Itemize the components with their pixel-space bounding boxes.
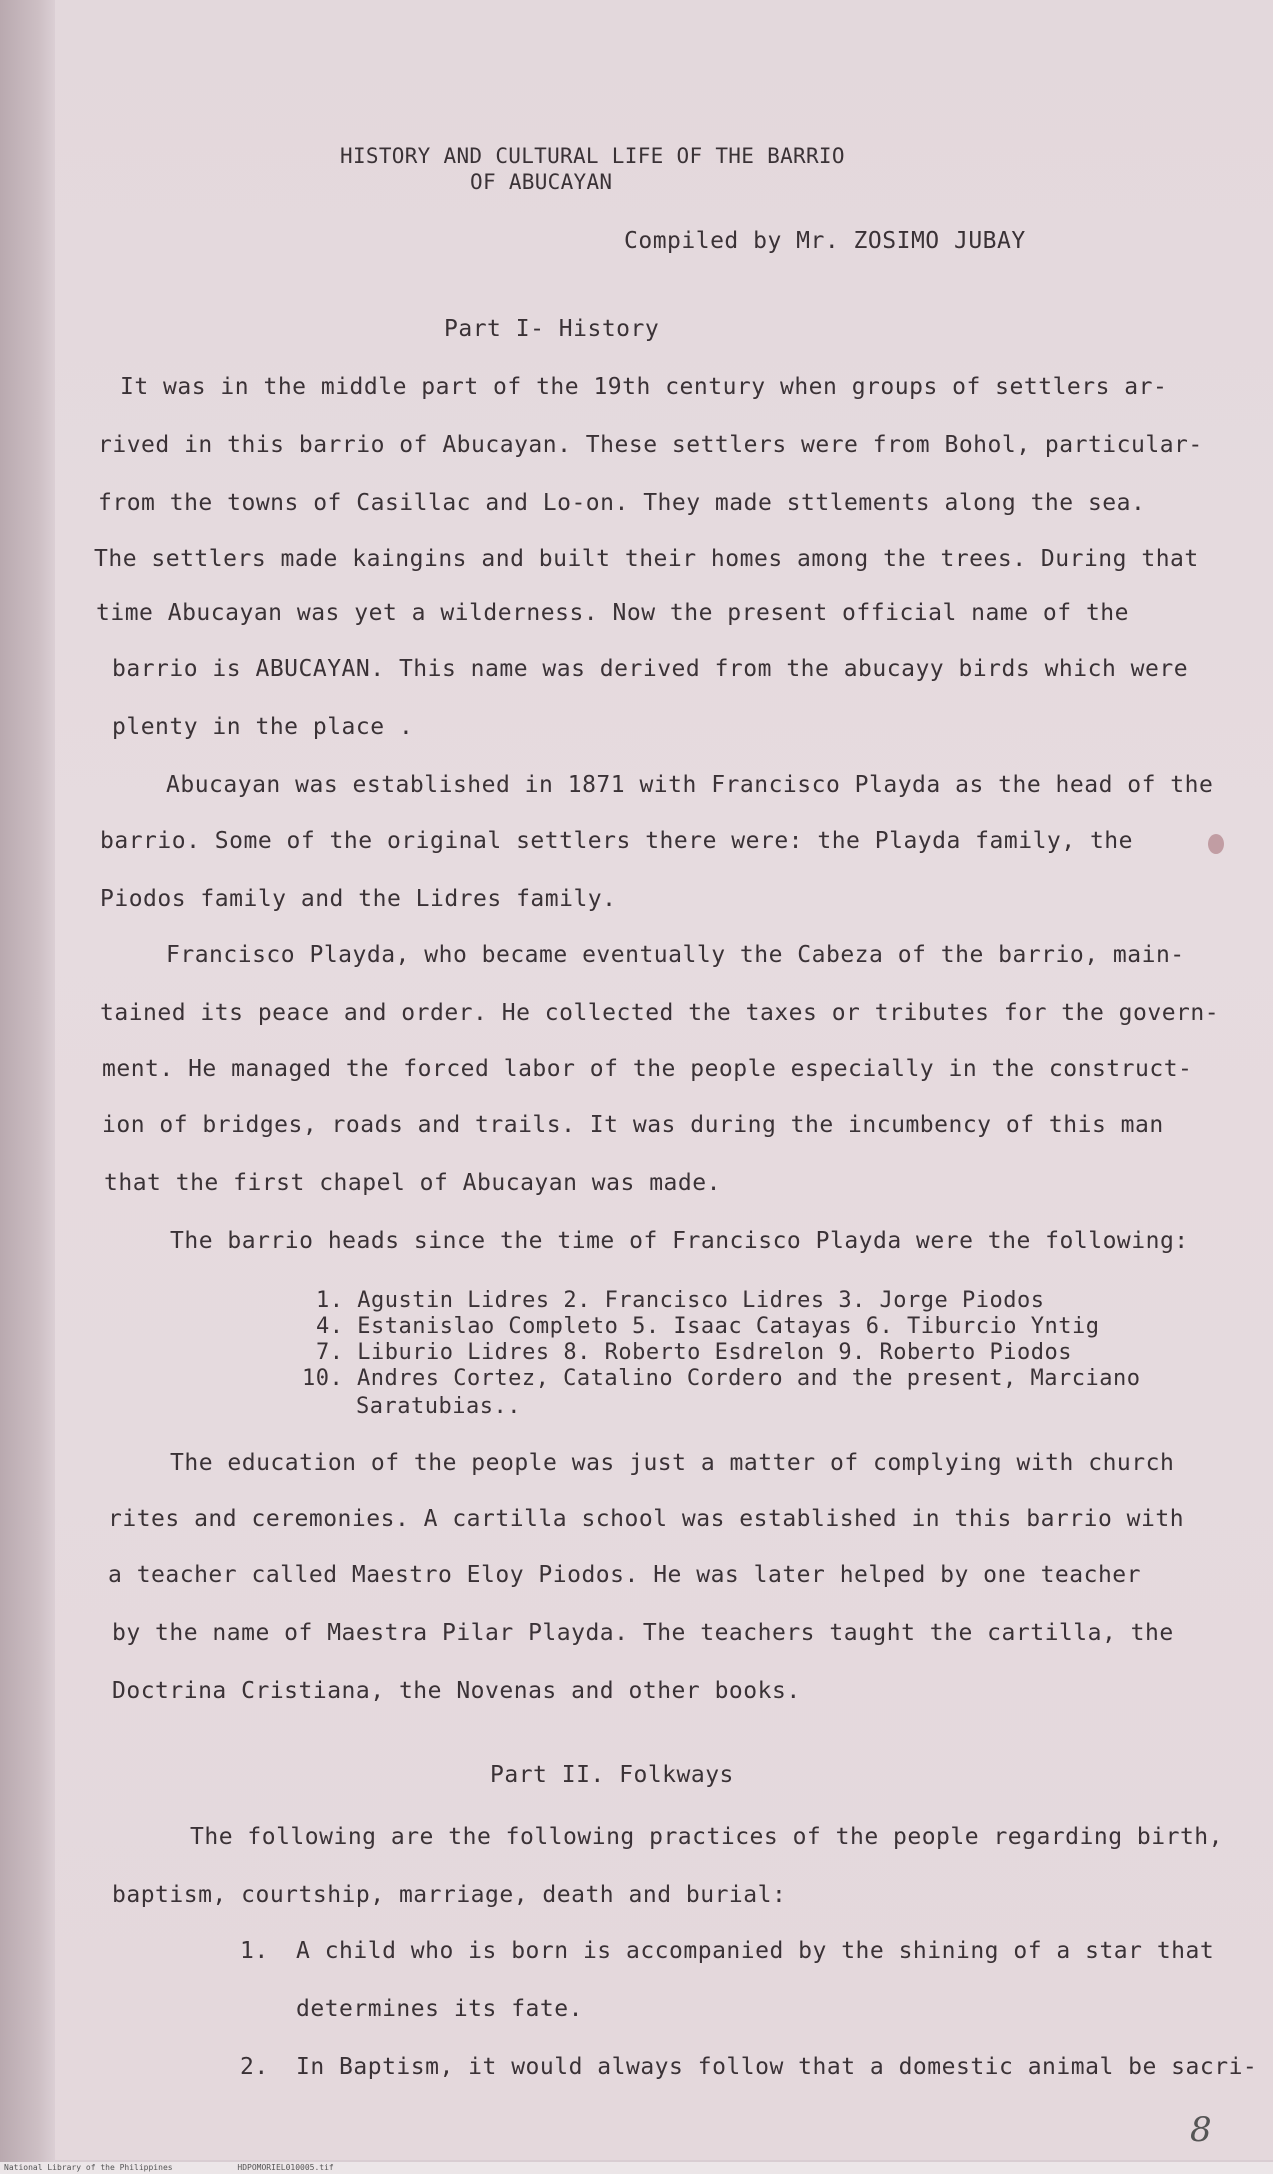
- heads-list-line: 4. Estanislao Completo 5. Isaac Catayas 6. Tiburcio Yntig: [316, 1314, 1100, 1339]
- p5-line: The education of the people was just a matter of complying with church: [170, 1450, 1175, 1476]
- p6-line: baptism, courtship, marriage, death and burial:: [112, 1882, 787, 1908]
- part1-heading: Part I- History: [444, 316, 660, 342]
- scan-left-edge: [0, 0, 55, 2174]
- part2-heading: Part II. Folkways: [490, 1762, 734, 1788]
- p2-line: Abucayan was established in 1871 with Francisco Playda as the head of the: [166, 772, 1214, 798]
- heads-list-line: 7. Liburio Lidres 8. Roberto Esdrelon 9. Roberto Piodos: [316, 1340, 1072, 1365]
- heads-list-line: Saratubias..: [356, 1394, 521, 1419]
- item-line: determines its fate.: [296, 1996, 583, 2022]
- item-line: In Baptism, it would always follow that a domestic animal be sacri-: [296, 2054, 1258, 2080]
- item-line: A child who is born is accompanied by the shining of a star that: [296, 1938, 1215, 1964]
- footer-filename: HDPOMORIEL010005.tif: [237, 2163, 334, 2172]
- p5-line: rites and ceremonies. A cartilla school was established in this barrio with: [108, 1506, 1185, 1532]
- p3-line: Francisco Playda, who became eventually the Cabeza of the barrio, main-: [166, 942, 1185, 968]
- p5-line: by the name of Maestra Pilar Playda. The teachers taught the cartilla, the: [112, 1620, 1174, 1646]
- heads-list-line: 1. Agustin Lidres 2. Francisco Lidres 3. Jorge Piodos: [316, 1288, 1045, 1313]
- p3-line: ion of bridges, roads and trails. It was during the incumbency of this man: [102, 1112, 1164, 1138]
- document-title-line1: HISTORY AND CULTURAL LIFE OF THE BARRIO: [340, 144, 845, 168]
- p3-line: that the first chapel of Abucayan was made.: [104, 1170, 721, 1196]
- item-number: 1.: [240, 1938, 269, 1964]
- footer-institution: National Library of the Philippines: [4, 2163, 173, 2172]
- scan-footer: [0, 2162, 1273, 2174]
- p3-line: tained its peace and order. He collected the taxes or tributes for the govern-: [100, 1000, 1220, 1026]
- heads-list-line: 10. Andres Cortez, Catalino Cordero and the present, Marciano: [302, 1366, 1141, 1391]
- p5-line: a teacher called Maestro Eloy Piodos. He was later helped by one teacher: [108, 1562, 1141, 1588]
- p1-line: barrio is ABUCAYAN. This name was derived from the abucayy birds which were: [112, 656, 1189, 682]
- p3-line: ment. He managed the forced labor of the people especially in the construct-: [102, 1056, 1193, 1082]
- p1-line: It was in the middle part of the 19th century when groups of settlers ar-: [120, 374, 1168, 400]
- p1-line: from the towns of Casillac and Lo-on. They made sttlements along the sea.: [98, 490, 1146, 516]
- p1-line: plenty in the place .: [112, 714, 414, 740]
- p5-line: Doctrina Cristiana, the Novenas and other books.: [112, 1678, 801, 1704]
- item-number: 2.: [240, 2054, 269, 2080]
- p4-line: The barrio heads since the time of Francisco Playda were the following:: [170, 1228, 1189, 1254]
- p1-line: rived in this barrio of Abucayan. These settlers were from Bohol, particular-: [98, 432, 1203, 458]
- p1-line: The settlers made kaingins and built their homes among the trees. During that: [94, 546, 1199, 572]
- p6-line: The following are the following practices of the people regarding birth,: [190, 1824, 1223, 1850]
- compiled-by: Compiled by Mr. ZOSIMO JUBAY: [624, 228, 1026, 254]
- p2-line: barrio. Some of the original settlers there were: the Playda family, the: [100, 828, 1133, 854]
- p1-line: time Abucayan was yet a wilderness. Now the present official name of the: [96, 600, 1129, 626]
- ink-stain-mark: [1208, 834, 1224, 854]
- page-number: 8: [1190, 2110, 1212, 2150]
- p2-line: Piodos family and the Lidres family.: [100, 886, 617, 912]
- document-title-line2: OF ABUCAYAN: [470, 170, 613, 194]
